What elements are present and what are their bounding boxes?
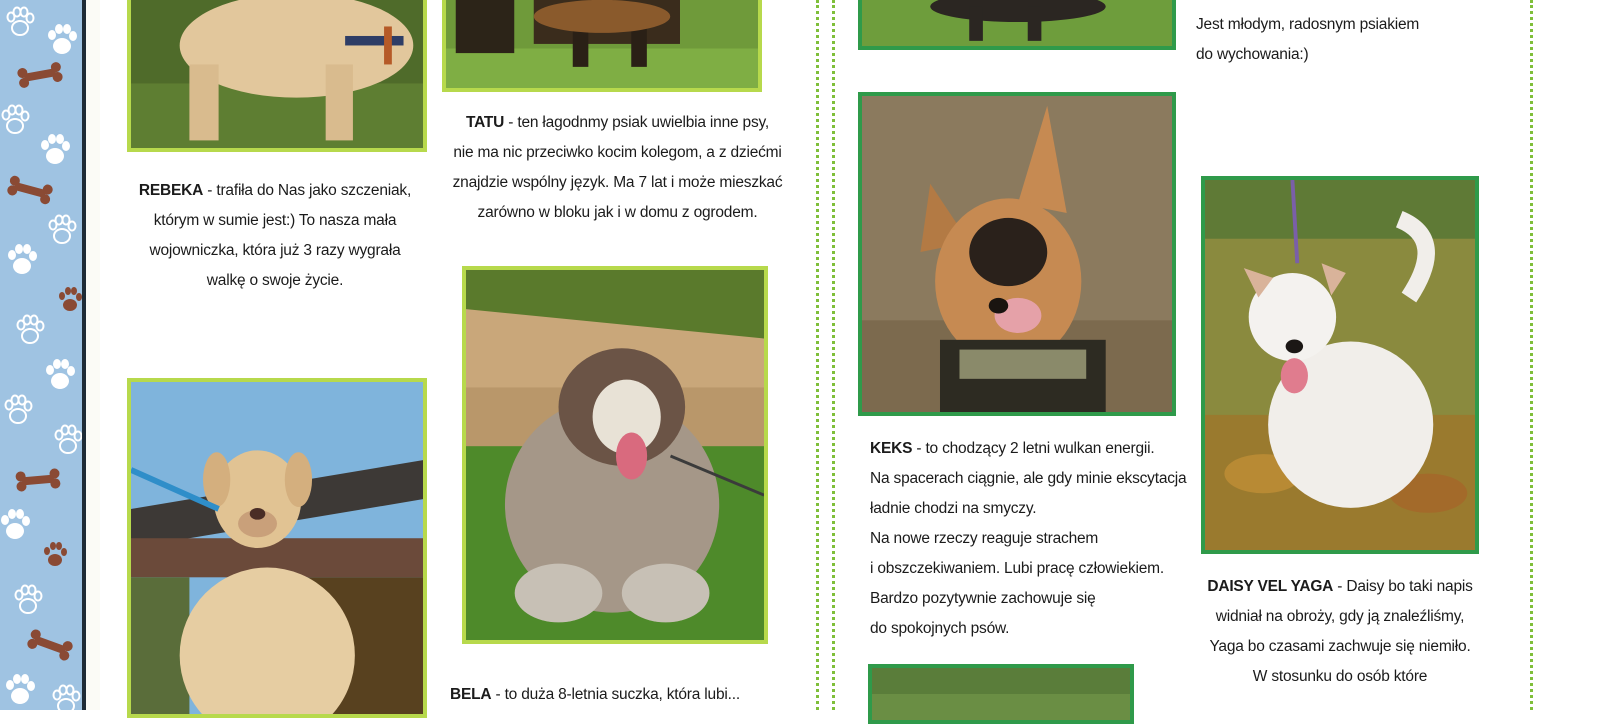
dog-photo-keks — [858, 92, 1176, 416]
caption-top-right-text — [1196, 10, 1516, 70]
dog-name: KEKS — [870, 440, 913, 457]
caption-line: - ten łagodnmy psiak uwielbia inne psy, — [504, 114, 770, 131]
dog-name: BELA — [450, 686, 492, 703]
dog-photo-bela — [462, 266, 768, 644]
caption-line: - trafiła do Nas jako szczeniak, — [203, 182, 412, 199]
dog-photo-tatu — [442, 0, 762, 92]
dog-photo-bottom — [868, 664, 1134, 724]
caption-line: W stosunku do osób które — [1252, 668, 1428, 685]
dog-photo-top — [858, 0, 1176, 50]
caption-line: zarówno w bloku jak i w domu z ogrodem. — [477, 204, 758, 221]
caption-daisy — [1180, 572, 1500, 692]
caption-line: do wychowania:) — [1196, 46, 1309, 63]
caption-line: do spokojnych psów. — [870, 620, 1010, 637]
dog-photo-labrador — [127, 378, 427, 718]
caption-rebeka — [110, 176, 440, 296]
paw-pattern-strip — [0, 0, 82, 710]
dog-name: REBEKA — [138, 182, 204, 199]
dog-name: DAISY VEL YAGA — [1207, 578, 1334, 595]
caption-line: znajdzie wspólny język. Ma 7 lat i może mieszkać — [452, 174, 783, 191]
caption-line: widniał na obroży, gdy ją znaleźliśmy, — [1215, 608, 1465, 625]
caption-line: Yaga bo czasami zachwuje się niemiło. — [1209, 638, 1471, 655]
caption-line: wojowniczka, która już 3 razy wygrała — [149, 242, 401, 259]
caption-line: którym w sumie jest:) To nasza mała — [153, 212, 397, 229]
caption-line: Jest młodym, radosnym psiakiem — [1196, 16, 1420, 33]
caption-line: i obszczekiwaniem. Lubi pracę człowiekiem. — [870, 560, 1164, 577]
dog-name: TATU — [465, 114, 505, 131]
caption-bela — [450, 680, 810, 710]
strip-margin — [86, 0, 100, 710]
caption-keks — [870, 434, 1190, 644]
caption-line: - to chodzący 2 letni wulkan energii. — [912, 440, 1155, 457]
caption-line: Bardzo pozytywnie zachowuje się — [870, 590, 1096, 607]
caption-tatu — [440, 108, 795, 228]
caption-line: Na spacerach ciągnie, ale gdy minie ekscytacja — [870, 470, 1187, 487]
caption-line: - Daisy bo taki napis — [1333, 578, 1473, 595]
caption-line: walkę o swoje życie. — [206, 272, 344, 289]
dog-photo-rebeka — [127, 0, 427, 152]
caption-line: - to duża 8-letnia suczka, która lubi... — [491, 686, 740, 703]
column-separator — [832, 0, 835, 710]
column-separator — [816, 0, 819, 710]
caption-line: nie ma nic przeciwko kocim kolegom, a z dziećmi — [453, 144, 782, 161]
caption-line: ładnie chodzi na smyczy. — [870, 500, 1037, 517]
column-separator — [1530, 0, 1533, 710]
caption-line: Na nowe rzeczy reaguje strachem — [870, 530, 1099, 547]
dog-photo-daisy — [1201, 176, 1479, 554]
